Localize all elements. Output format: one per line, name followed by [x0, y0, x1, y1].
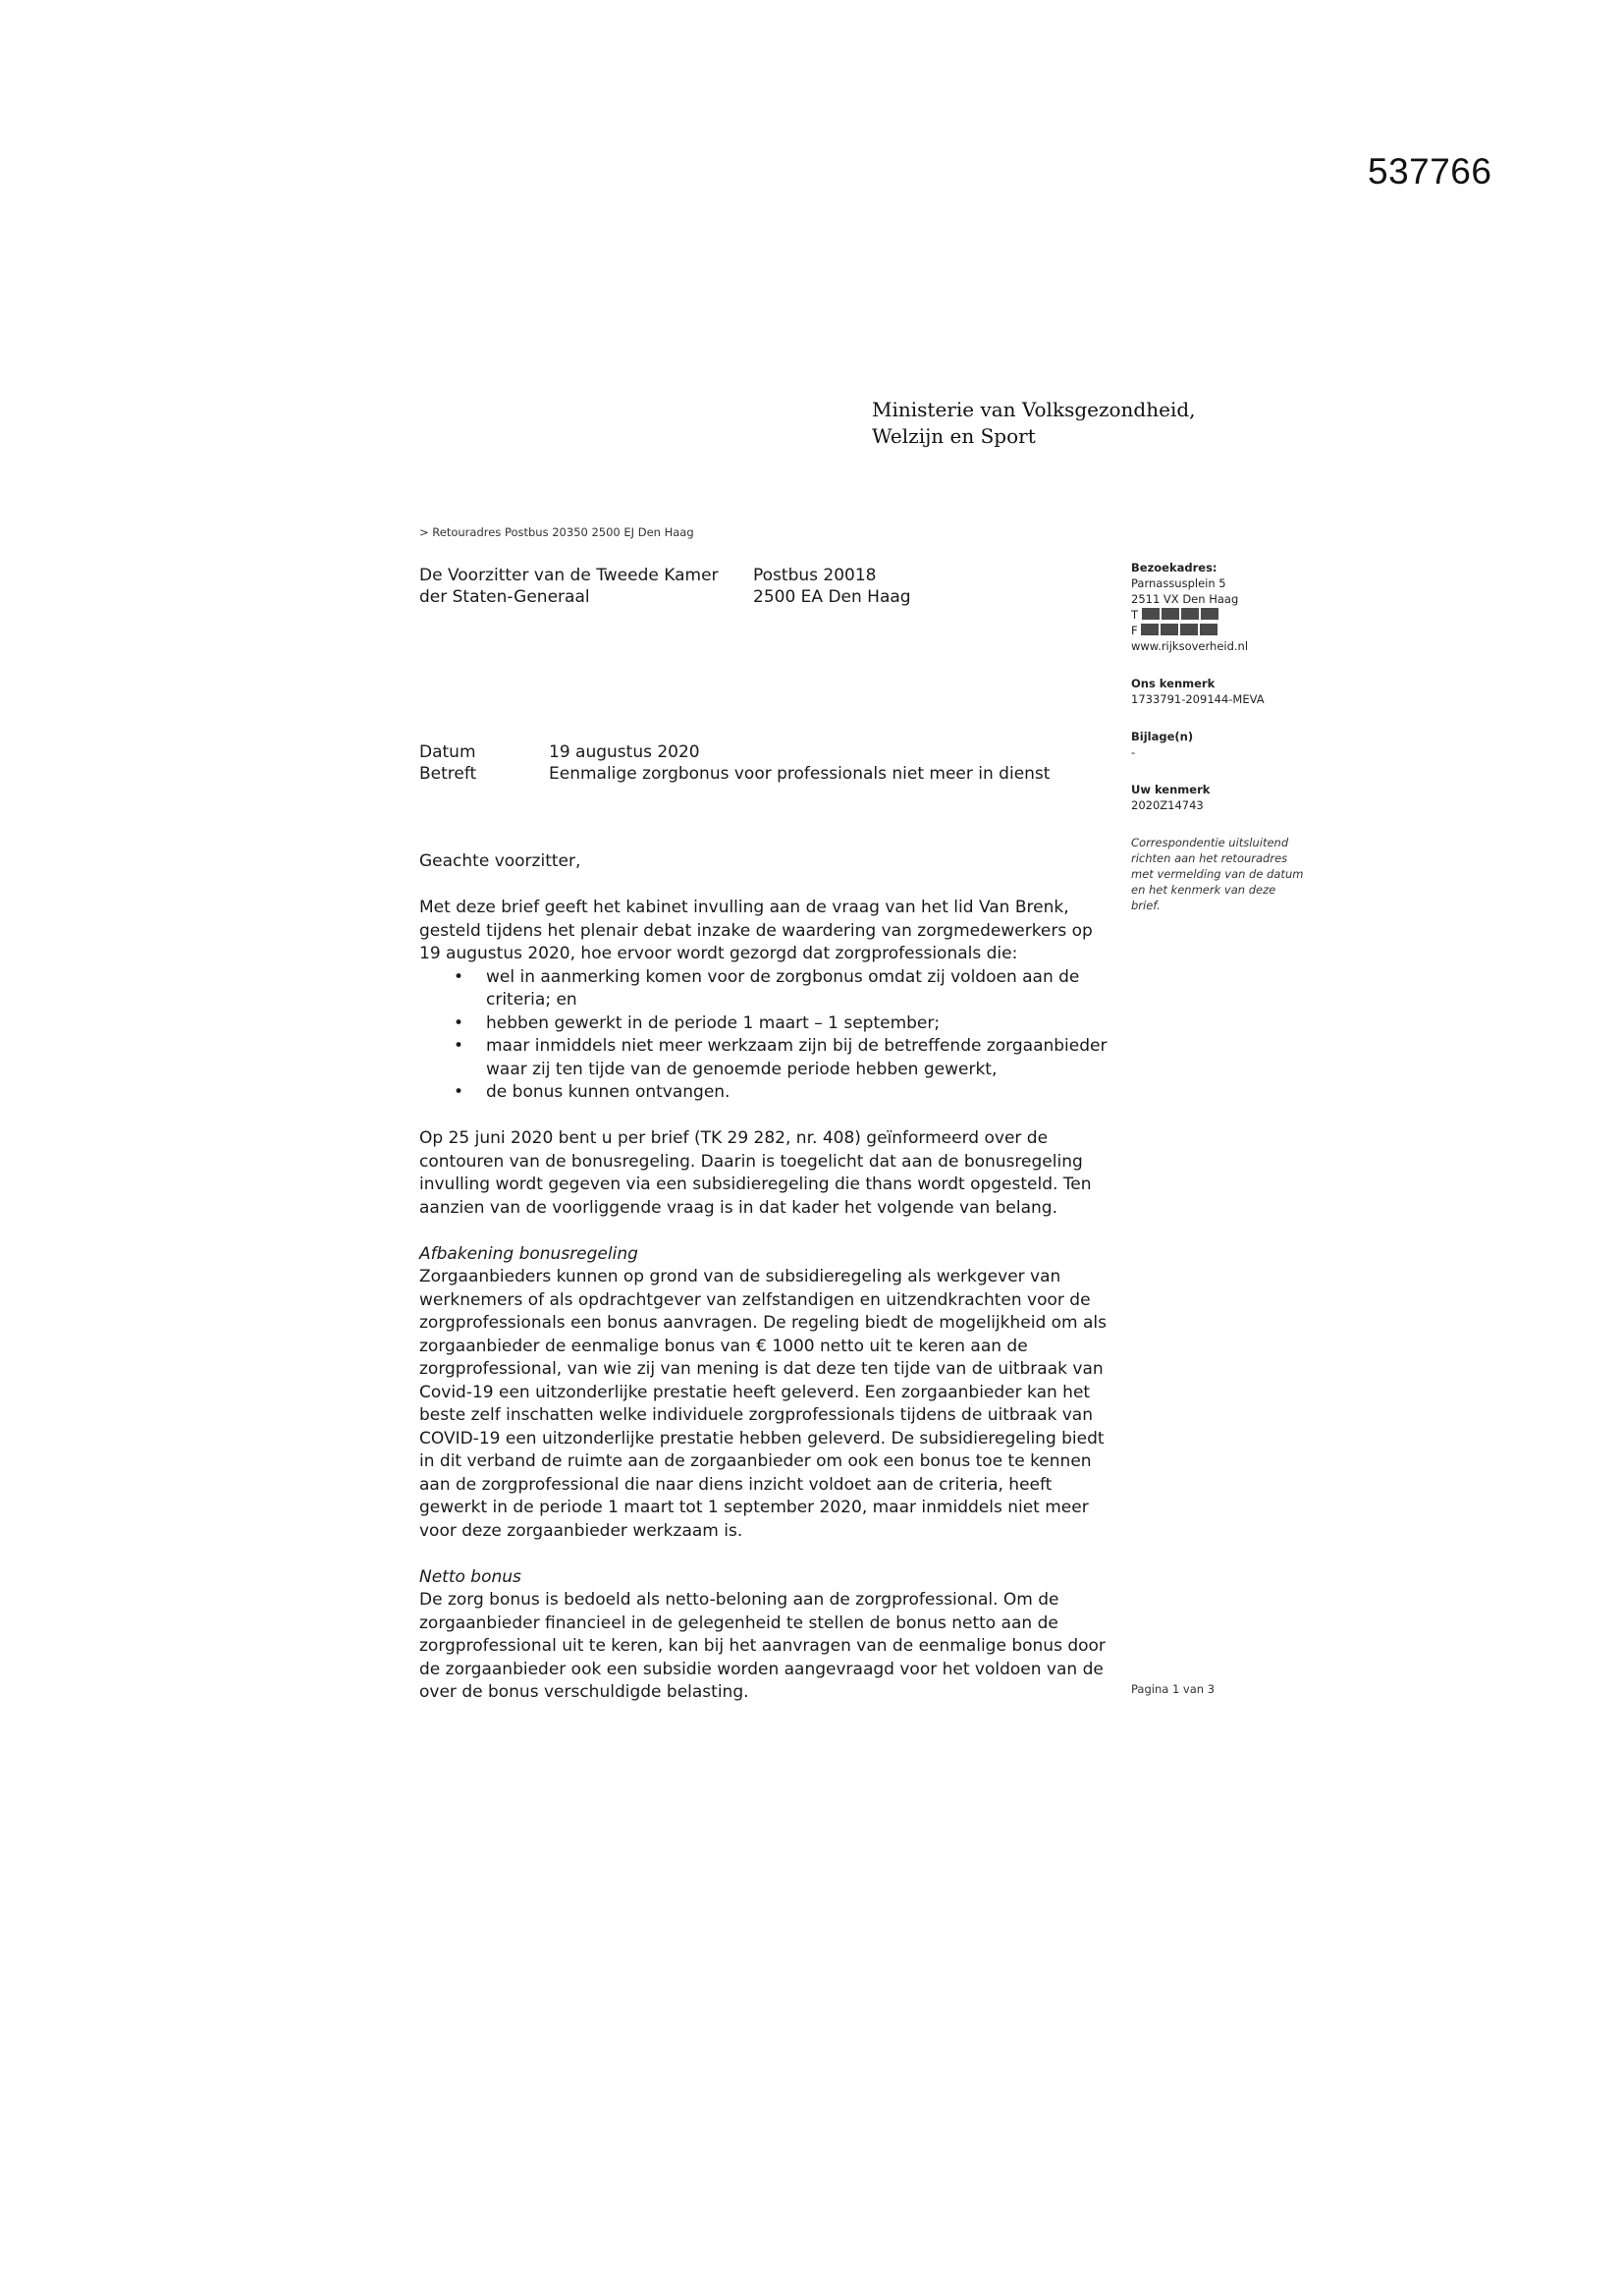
- paragraph-line: COVID-19 een uitzonderlijke prestatie hebben geleverd. De subsidieregeling biedt: [419, 1428, 1105, 1449]
- fax-line: [1131, 623, 1327, 638]
- ministry-line-1: Ministerie van Volksgezondheid,: [872, 398, 1196, 421]
- your-reference-block: [1131, 782, 1327, 813]
- fax-prefix: F: [1131, 624, 1138, 637]
- subject-label: Betreft: [419, 764, 477, 784]
- phone-line: [1131, 607, 1327, 623]
- date-row: [419, 741, 1050, 763]
- return-address: > Retouradres Postbus 20350 2500 EJ Den Haag: [419, 525, 694, 539]
- postal-address: [753, 565, 911, 608]
- list-item-continuation: [419, 1059, 1107, 1082]
- note-line: met vermelding van de datum: [1131, 867, 1304, 881]
- paragraph-line: contouren van de bonusregeling. Daarin is toegelicht dat aan de bonusregeling: [419, 1151, 1083, 1172]
- attachment-block: [1131, 729, 1327, 760]
- our-reference-block: [1131, 676, 1327, 707]
- addressee-line-2: der Staten-Generaal: [419, 587, 590, 607]
- bullet-icon: •: [454, 1036, 464, 1056]
- section-heading: Afbakening bonusregeling: [419, 1243, 638, 1264]
- paragraph-line: invulling wordt gegeven via een subsidieregeling die thans wordt opgesteld. Ten: [419, 1175, 1092, 1194]
- subject-row: [419, 763, 1050, 785]
- list-item: [419, 1081, 1107, 1105]
- sidebar-info: [1131, 560, 1327, 913]
- note-line: brief.: [1131, 899, 1161, 912]
- attachment-heading: Bijlage(n): [1131, 730, 1194, 743]
- paragraph-line: zorgprofessionals een bonus aanvragen. De regeling biedt de mogelijkheid om als: [419, 1313, 1107, 1333]
- bullet-icon: •: [454, 1012, 464, 1033]
- redaction-box: [1181, 608, 1199, 620]
- list-item-line: de bonus kunnen ontvangen.: [486, 1082, 730, 1102]
- ministry-line-2: Welzijn en Sport: [872, 424, 1036, 448]
- bullet-icon: •: [454, 1082, 464, 1102]
- paragraph-line: zorgprofessional uit te keren, kan bij het aanvragen van de eenmalige bonus door: [419, 1636, 1106, 1656]
- paragraph-line: gewerkt in de periode 1 maart tot 1 september 2020, maar inmiddels niet meer: [419, 1498, 1089, 1517]
- note-line: richten aan het retouradres: [1131, 851, 1288, 865]
- section-heading: Netto bonus: [419, 1566, 521, 1587]
- paragraph-line: zorgaanbieder financieel in de gelegenheid te stellen de bonus netto aan de: [419, 1613, 1058, 1633]
- your-reference-heading: Uw kenmerk: [1131, 783, 1211, 796]
- paragraph-line: beste zelf inschatten welke individuele zorgprofessionals tijdens de uitbraak van: [419, 1405, 1093, 1425]
- list-item-continuation: [419, 989, 1107, 1012]
- ministry-logo-text: [872, 397, 1196, 450]
- visit-city: 2511 VX Den Haag: [1131, 592, 1239, 606]
- list-item: [419, 1035, 1107, 1059]
- your-reference-value: 2020Z14743: [1131, 798, 1204, 812]
- paragraph-line: 19 augustus 2020, hoe ervoor wordt gezorgd dat zorgprofessionals die:: [419, 944, 1018, 963]
- paragraph-line: De zorg bonus is bedoeld als netto-beloning aan de zorgprofessional. Om de: [419, 1590, 1059, 1610]
- paragraph-line: in dit verband de ruimte aan de zorgaanbieder om ook een bonus toe te kennen: [419, 1451, 1092, 1471]
- list-item-line: criteria; en: [486, 990, 577, 1010]
- paragraph-line: Covid-19 een uitzonderlijke prestatie heeft geleverd. Een zorgaanbieder kan het: [419, 1382, 1091, 1402]
- list-item-line: wel in aanmerking komen voor de zorgbonus omdat zij voldoen aan de: [486, 966, 1080, 987]
- addressee: [419, 565, 719, 608]
- attachment-value: -: [1131, 745, 1136, 759]
- correspondence-note: [1131, 835, 1327, 913]
- redaction-box: [1180, 624, 1198, 635]
- paragraph-line: de zorgaanbieder ook een subsidie worden aangevraagd voor het voldoen van de: [419, 1659, 1104, 1679]
- website-link[interactable]: www.rijksoverheid.nl: [1131, 639, 1249, 653]
- redaction-box: [1161, 624, 1178, 635]
- paragraph-line: voor deze zorgaanbieder werkzaam is.: [419, 1520, 743, 1541]
- redaction-box: [1141, 624, 1159, 635]
- redaction-box: [1201, 608, 1218, 620]
- criteria-list: [419, 966, 1107, 1105]
- paragraph-line: over de bonus verschuldigde belasting.: [419, 1682, 749, 1702]
- page-number: Pagina 1 van 3: [1131, 1682, 1216, 1696]
- salutation: Geachte voorzitter,: [419, 851, 581, 871]
- redaction-box: [1162, 608, 1179, 620]
- subject-value: Eenmalige zorgbonus voor professionals niet meer in dienst: [549, 764, 1051, 784]
- list-item: [419, 966, 1107, 990]
- addressee-line-1: De Voorzitter van de Tweede Kamer: [419, 566, 719, 585]
- letter-meta: [419, 741, 1050, 785]
- paragraph-line: zorgaanbieder de eenmalige bonus van € 1000 netto uit te keren aan de: [419, 1336, 1028, 1356]
- paragraph-line: gesteld tijdens het plenair debat inzake de waardering van zorgmedewerkers op: [419, 920, 1093, 941]
- paragraph-line: zorgprofessional, van wie zij van mening is dat deze ten tijde van de uitbraak van: [419, 1359, 1104, 1379]
- paragraph-line: Op 25 juni 2020 bent u per brief (TK 29 282, nr. 408) geïnformeerd over de: [419, 1128, 1049, 1148]
- list-item-line: hebben gewerkt in de periode 1 maart – 1 september;: [486, 1012, 941, 1033]
- note-line: Correspondentie uitsluitend: [1131, 836, 1289, 849]
- paragraph-line: aan de zorgprofessional die naar diens inzicht voldoet aan de criteria, heeft: [419, 1474, 1053, 1495]
- letter-body: [419, 850, 1107, 1705]
- date-label: Datum: [419, 742, 476, 762]
- our-reference-heading: Ons kenmerk: [1131, 677, 1216, 690]
- postal-line-2: 2500 EA Den Haag: [753, 587, 911, 607]
- paragraph-line: Zorgaanbieders kunnen op grond van de subsidieregeling als werkgever van: [419, 1267, 1061, 1286]
- list-item-line: maar inmiddels niet meer werkzaam zijn bij de betreffende zorgaanbieder: [486, 1036, 1108, 1056]
- list-item: [419, 1012, 1107, 1036]
- visit-address-heading: Bezoekadres:: [1131, 561, 1217, 574]
- visit-street: Parnassusplein 5: [1131, 576, 1226, 590]
- list-item-line: waar zij ten tijde van de genoemde periode hebben gewerkt,: [486, 1059, 998, 1079]
- date-value: 19 augustus 2020: [549, 742, 700, 762]
- paragraph-line: Met deze brief geeft het kabinet invulling aan de vraag van het lid Van Brenk,: [419, 898, 1069, 917]
- paragraph-line: werknemers of als opdrachtgever van zelfstandigen en uitzendkrachten voor de: [419, 1289, 1091, 1310]
- bullet-icon: •: [454, 966, 464, 987]
- visit-address-block: [1131, 560, 1327, 654]
- redaction-box: [1200, 624, 1217, 635]
- document-number: 537766: [1368, 151, 1492, 191]
- phone-prefix: T: [1131, 608, 1139, 622]
- note-line: en het kenmerk van deze: [1131, 883, 1276, 897]
- redaction-box: [1142, 608, 1160, 620]
- postal-line-1: Postbus 20018: [753, 566, 877, 585]
- our-reference-value: 1733791-209144-MEVA: [1131, 692, 1265, 706]
- paragraph-line: aanzien van de voorliggende vraag is in dat kader het volgende van belang.: [419, 1197, 1058, 1218]
